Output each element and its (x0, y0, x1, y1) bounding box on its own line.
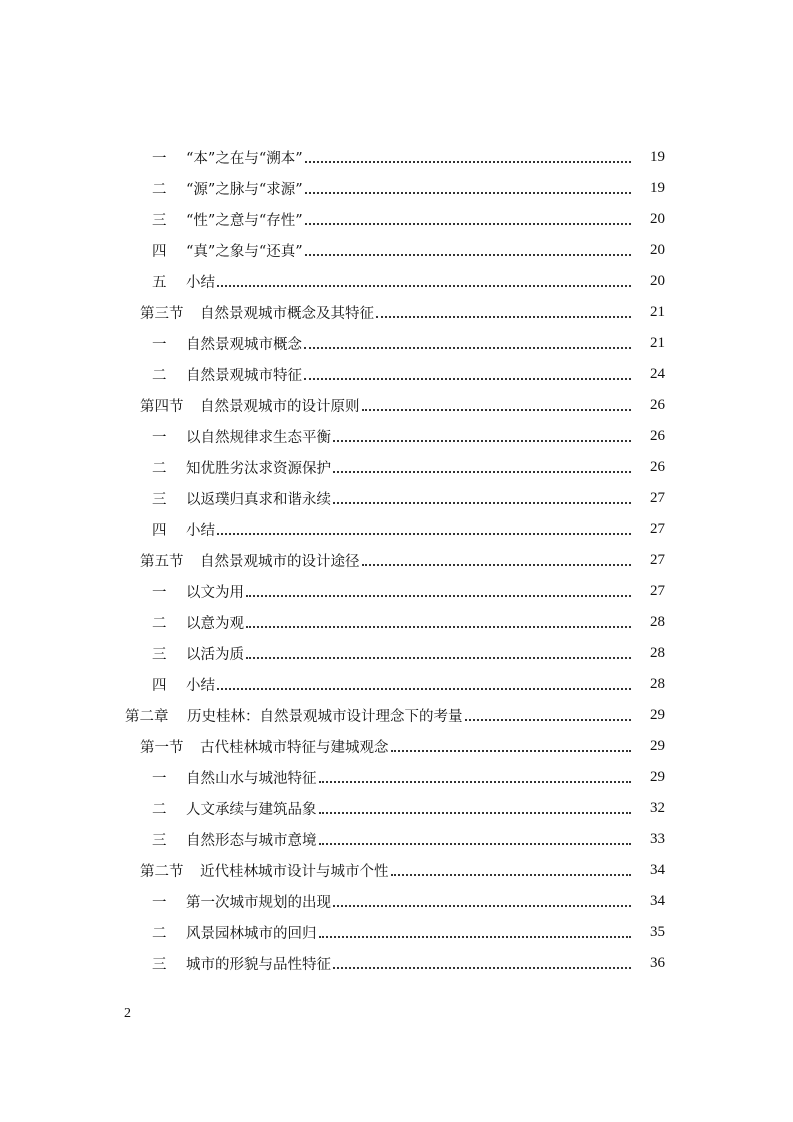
toc-dot-leader (376, 315, 631, 318)
table-of-contents (0, 142, 793, 979)
toc-entry-number: 二 (152, 802, 167, 818)
toc-dot-leader (391, 873, 632, 876)
toc-dot-leader (319, 780, 632, 783)
toc-entry-number: 一 (152, 771, 167, 787)
toc-dot-leader (319, 811, 632, 814)
toc-entry-page: 35 (650, 924, 665, 940)
toc-dot-leader (465, 718, 632, 721)
toc-entry-page: 34 (650, 893, 665, 909)
toc-entry-title: 小结 (186, 523, 215, 539)
toc-entry-item[interactable] (0, 514, 793, 545)
toc-entry-page: 34 (650, 862, 665, 878)
toc-entry-item[interactable] (0, 793, 793, 824)
toc-entry-number: 三 (152, 492, 167, 508)
toc-entry-page: 28 (650, 676, 665, 692)
toc-entry-number: 第一节 (140, 740, 184, 756)
toc-entry-page: 20 (650, 273, 665, 289)
toc-dot-leader (333, 439, 631, 442)
toc-entry-title: 以自然规律求生态平衡 (186, 430, 331, 446)
toc-entry-item[interactable] (0, 607, 793, 638)
toc-entry-title: 以活为质 (186, 647, 244, 663)
toc-entry-number: 三 (152, 213, 167, 229)
toc-entry-number: 四 (152, 678, 167, 694)
toc-dot-leader (362, 563, 632, 566)
toc-entry-number: 第二节 (140, 864, 184, 880)
toc-dot-leader (217, 687, 631, 690)
toc-entry-number: 四 (152, 523, 167, 539)
toc-entry-item[interactable] (0, 669, 793, 700)
toc-dot-leader (305, 253, 631, 256)
toc-entry-item[interactable] (0, 421, 793, 452)
toc-entry-page: 20 (650, 242, 665, 258)
toc-entry-title: 近代桂林城市设计与城市个性 (200, 864, 389, 880)
toc-entry-page: 32 (650, 800, 665, 816)
toc-dot-leader (333, 966, 631, 969)
toc-dot-leader (333, 904, 631, 907)
toc-entry-title: 自然山水与城池特征 (186, 771, 317, 787)
toc-entry-item[interactable] (0, 576, 793, 607)
toc-entry-title: 自然景观城市特征 (186, 368, 302, 384)
toc-entry-title: 人文承续与建筑品象 (186, 802, 317, 818)
toc-entry-number: 第五节 (140, 554, 184, 570)
toc-entry-title: “本”之在与“溯本” (186, 151, 303, 167)
toc-entry-item[interactable] (0, 328, 793, 359)
toc-entry-title: 知优胜劣汰求资源保护 (186, 461, 331, 477)
toc-entry-title: “真”之象与“还真” (186, 244, 303, 260)
toc-entry-title: 历史桂林：自然景观城市设计理念下的考量 (187, 709, 463, 725)
toc-entry-number: 一 (152, 337, 167, 353)
toc-dot-leader (246, 656, 631, 659)
toc-entry-item[interactable] (0, 638, 793, 669)
toc-entry-title: 风景园林城市的回归 (186, 926, 317, 942)
toc-dot-leader (319, 842, 632, 845)
toc-entry-item[interactable] (0, 917, 793, 948)
toc-entry-number: 第三节 (140, 306, 184, 322)
toc-dot-leader (333, 501, 631, 504)
toc-entry-page: 26 (650, 428, 665, 444)
toc-entry-title: 小结 (186, 678, 215, 694)
toc-entry-title: 小结 (186, 275, 215, 291)
toc-entry-page: 27 (650, 490, 665, 506)
toc-entry-number: 二 (152, 368, 167, 384)
toc-entry-title: 以文为用 (186, 585, 244, 601)
toc-entry-page: 19 (650, 180, 665, 196)
toc-entry-item[interactable] (0, 762, 793, 793)
toc-entry-title: 古代桂林城市特征与建城观念 (200, 740, 389, 756)
toc-entry-number: 三 (152, 833, 167, 849)
toc-entry-item[interactable] (0, 948, 793, 979)
toc-entry-chapter[interactable] (0, 700, 793, 731)
toc-entry-title: 以返璞归真求和谐永续 (186, 492, 331, 508)
toc-entry-number: 四 (152, 244, 167, 260)
toc-entry-section[interactable] (0, 297, 793, 328)
toc-entry-title: 第一次城市规划的出现 (186, 895, 331, 911)
toc-entry-number: 二 (152, 926, 167, 942)
toc-dot-leader (304, 377, 631, 380)
toc-dot-leader (305, 191, 631, 194)
toc-entry-number: 三 (152, 957, 167, 973)
toc-entry-item[interactable] (0, 235, 793, 266)
toc-entry-item[interactable] (0, 204, 793, 235)
toc-entry-item[interactable] (0, 266, 793, 297)
page-number: 2 (124, 1006, 131, 1021)
toc-entry-number: 第四节 (140, 399, 184, 415)
toc-entry-item[interactable] (0, 483, 793, 514)
toc-entry-title: “性”之意与“存性” (186, 213, 303, 229)
toc-entry-page: 33 (650, 831, 665, 847)
toc-dot-leader (246, 625, 631, 628)
toc-dot-leader (217, 284, 631, 287)
toc-dot-leader (246, 594, 631, 597)
toc-entry-title: 自然景观城市的设计原则 (200, 399, 360, 415)
toc-entry-title: 自然形态与城市意境 (186, 833, 317, 849)
toc-entry-item[interactable] (0, 142, 793, 173)
toc-entry-section[interactable] (0, 731, 793, 762)
toc-dot-leader (319, 935, 632, 938)
toc-entry-number: 五 (152, 275, 167, 291)
toc-entry-number: 二 (152, 461, 167, 477)
toc-entry-number: 一 (152, 895, 167, 911)
toc-entry-page: 26 (650, 397, 665, 413)
toc-entry-title: 自然景观城市概念 (186, 337, 302, 353)
toc-dot-leader (391, 749, 632, 752)
toc-dot-leader (304, 346, 631, 349)
toc-entry-title: “源”之脉与“求源” (186, 182, 303, 198)
toc-entry-page: 20 (650, 211, 665, 227)
toc-entry-item[interactable] (0, 359, 793, 390)
toc-entry-page: 27 (650, 552, 665, 568)
toc-entry-page: 26 (650, 459, 665, 475)
toc-entry-item[interactable] (0, 173, 793, 204)
toc-dot-leader (217, 532, 631, 535)
toc-entry-page: 28 (650, 645, 665, 661)
toc-entry-page: 27 (650, 521, 665, 537)
toc-entry-number: 三 (152, 647, 167, 663)
toc-entry-page: 28 (650, 614, 665, 630)
toc-entry-page: 29 (650, 769, 665, 785)
toc-entry-number: 第二章 (125, 709, 169, 725)
toc-entry-page: 24 (650, 366, 665, 382)
toc-dot-leader (333, 470, 631, 473)
toc-entry-page: 19 (650, 149, 665, 165)
toc-entry-number: 一 (152, 430, 167, 446)
toc-entry-title: 自然景观城市概念及其特征 (200, 306, 374, 322)
toc-entry-item[interactable] (0, 452, 793, 483)
toc-entry-number: 一 (152, 151, 167, 167)
toc-dot-leader (305, 222, 631, 225)
toc-entry-item[interactable] (0, 886, 793, 917)
toc-entry-title: 城市的形貌与品性特征 (186, 957, 331, 973)
toc-entry-section[interactable] (0, 390, 793, 421)
toc-entry-page: 21 (650, 304, 665, 320)
toc-entry-page: 36 (650, 955, 665, 971)
toc-entry-section[interactable] (0, 855, 793, 886)
toc-entry-number: 二 (152, 182, 167, 198)
toc-dot-leader (305, 160, 631, 163)
toc-entry-number: 一 (152, 585, 167, 601)
toc-entry-number: 二 (152, 616, 167, 632)
toc-entry-page: 27 (650, 583, 665, 599)
toc-entry-title: 以意为观 (186, 616, 244, 632)
toc-entry-title: 自然景观城市的设计途径 (200, 554, 360, 570)
toc-entry-item[interactable] (0, 824, 793, 855)
toc-entry-section[interactable] (0, 545, 793, 576)
toc-entry-page: 21 (650, 335, 665, 351)
toc-entry-page: 29 (650, 707, 665, 723)
toc-entry-page: 29 (650, 738, 665, 754)
toc-dot-leader (362, 408, 632, 411)
